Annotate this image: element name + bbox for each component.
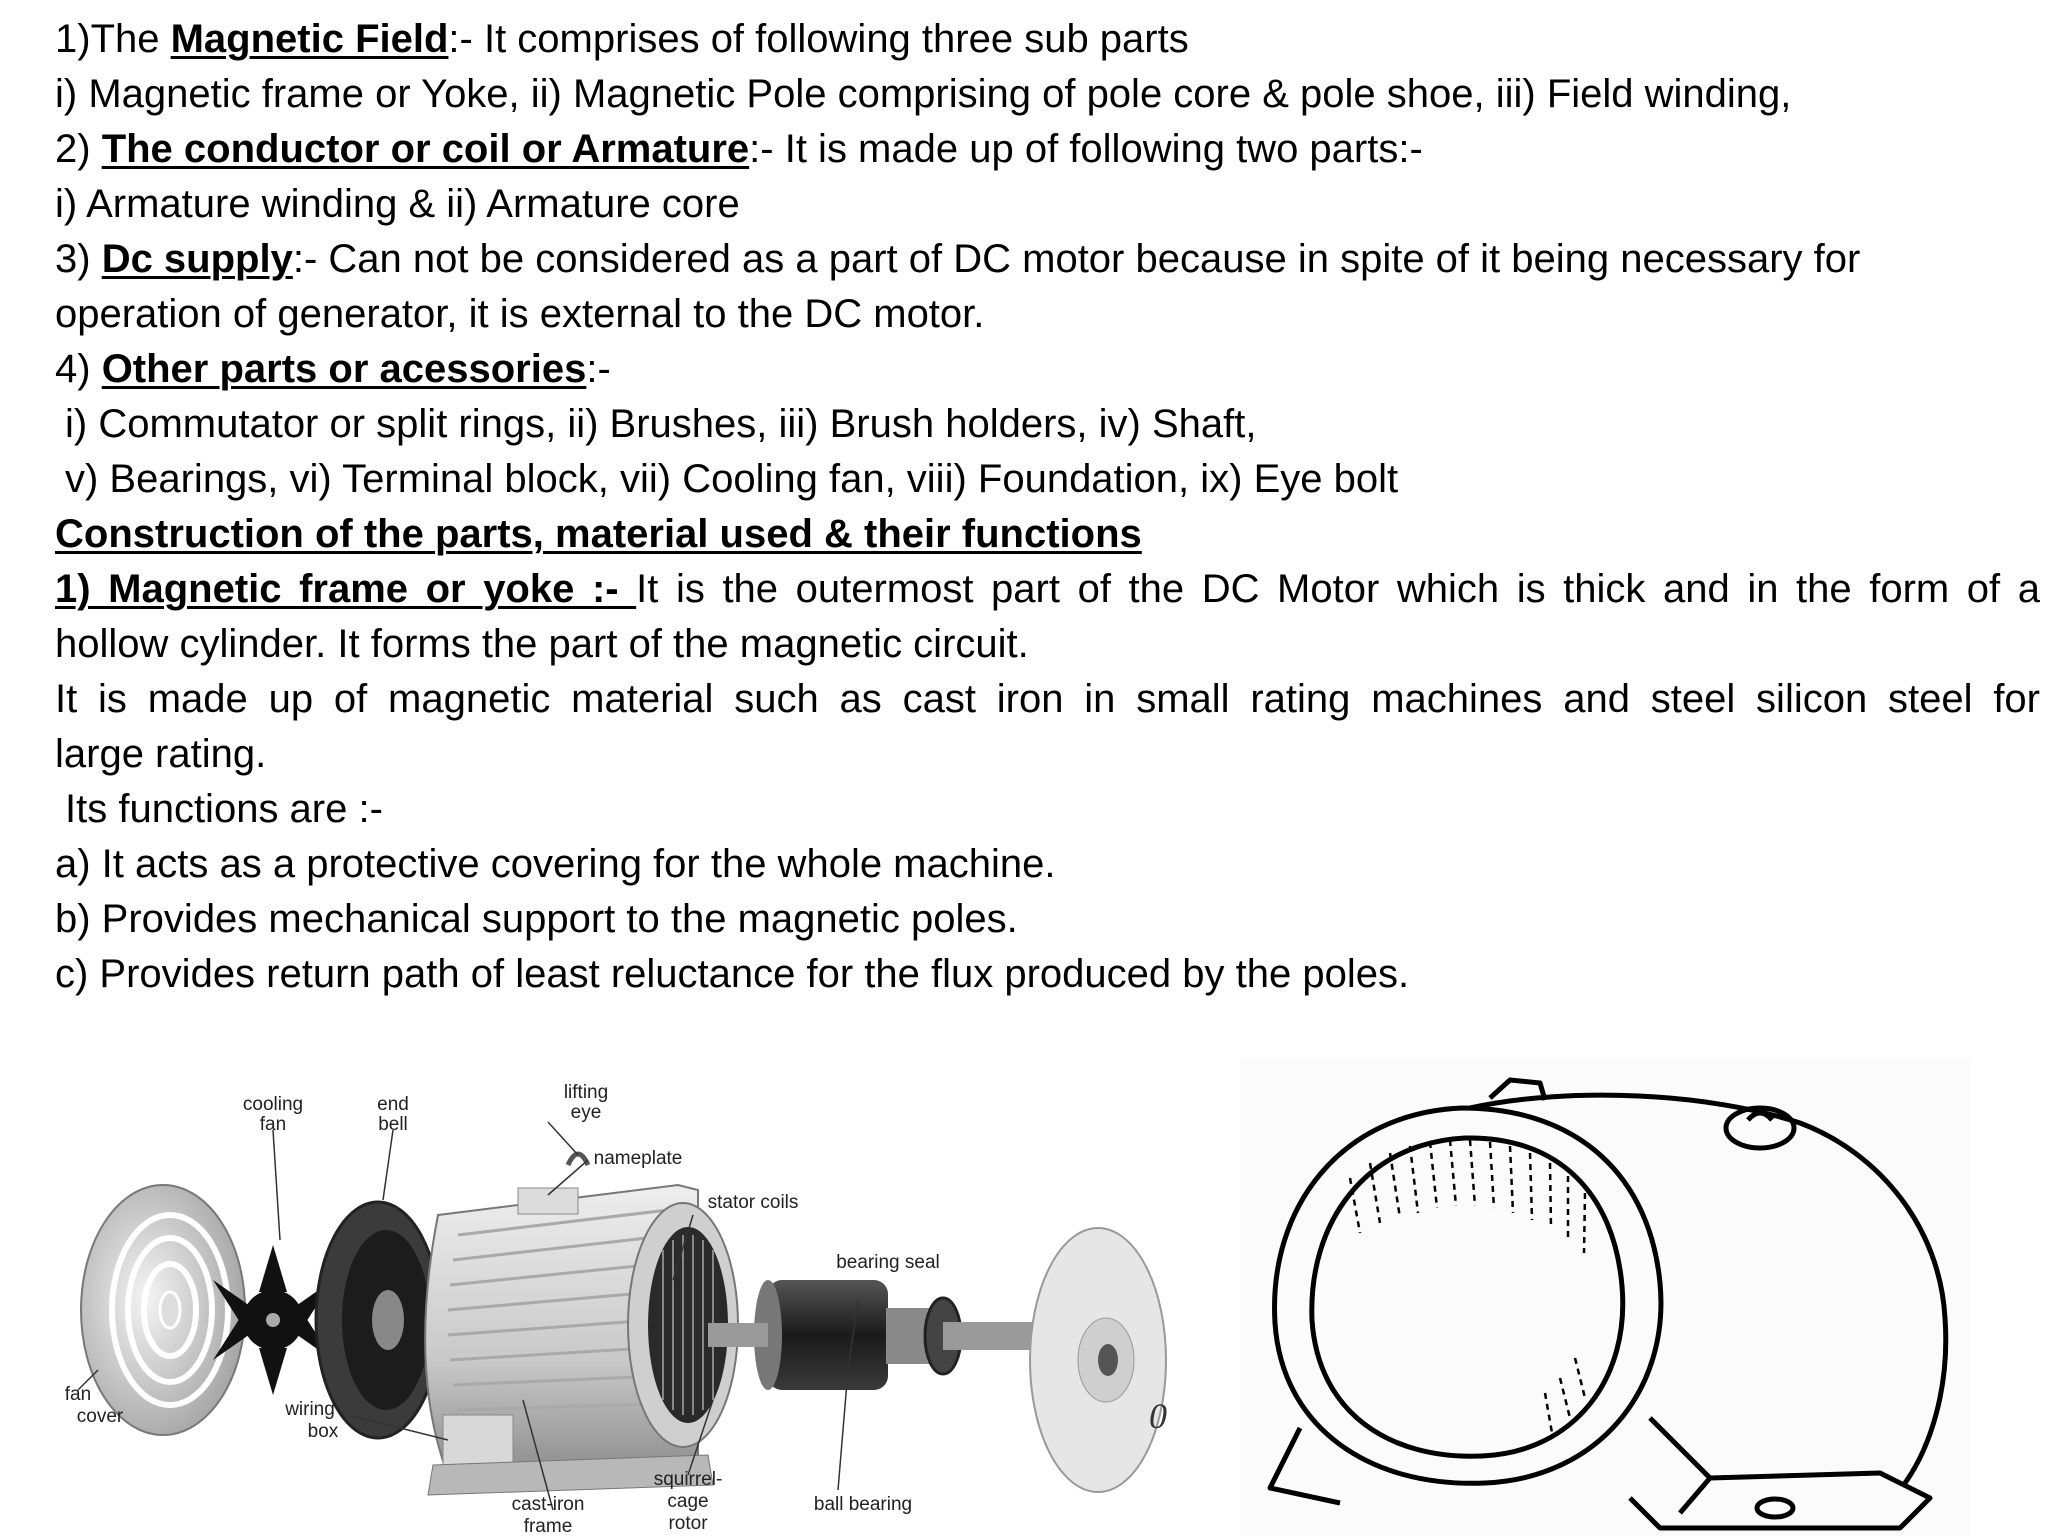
label-lifting-eye-2: eye: [570, 1102, 602, 1123]
label-cooling-fan: cooling: [242, 1094, 304, 1115]
label-squirrel-cage-rotor: squirrel-: [653, 1469, 723, 1490]
line-dc-supply-cont: operation of generator, it is external to the DC motor.: [55, 292, 985, 336]
heading-yoke: 1) Magnetic frame or yoke :-: [55, 567, 637, 611]
line-magnetic-field: [55, 12, 2040, 67]
text: :-: [586, 347, 611, 391]
heading-construction: Construction of the parts, material used & their functions: [55, 512, 1142, 556]
label-cast-iron-frame-2: frame: [523, 1516, 573, 1535]
paragraph-yoke: [55, 562, 2040, 617]
motor-frame-part: [425, 1154, 738, 1495]
label-cooling-fan-2: fan: [259, 1114, 287, 1135]
label-fan-cover-2: cover: [76, 1406, 124, 1427]
text: 2): [55, 127, 102, 171]
label-nameplate: nameplate: [593, 1148, 683, 1169]
text: 3): [55, 237, 102, 281]
end-plate-part: [1030, 1228, 1166, 1492]
text: :- It is made up of following two parts:-: [749, 127, 1423, 171]
yoke-drawing: [1240, 1058, 1970, 1536]
text: 1)The: [55, 17, 171, 61]
label-end-bell-2: bell: [378, 1114, 408, 1135]
line-yoke-material-cont: large rating.: [55, 732, 267, 776]
label-wiring-box-2: box: [307, 1421, 339, 1442]
text: :- It comprises of following three sub parts: [448, 17, 1189, 61]
label-fan-cover: fan: [64, 1384, 92, 1405]
exploded-motor-figure: [48, 1070, 1208, 1535]
fan-cover-part: [81, 1185, 245, 1435]
label-zero: 0: [1149, 1396, 1167, 1436]
line-function-b: b) Provides mechanical support to the magnetic poles.: [55, 897, 1018, 941]
line-armature-parts: i) Armature winding & ii) Armature core: [55, 182, 740, 226]
line-accessories-1: i) Commutator or split rings, ii) Brushes, iii) Brush holders, iv) Shaft,: [65, 402, 1257, 446]
text: 4): [55, 347, 102, 391]
label-end-bell: end: [377, 1094, 409, 1115]
line-yoke-material: It is made up of magnetic material such as cast iron in small rating machines and steel silicon steel for: [55, 677, 2040, 721]
line-accessories-2: v) Bearings, vi) Terminal block, vii) Cooling fan, viii) Foundation, ix) Eye bolt: [65, 457, 1399, 501]
heading-dc-supply: Dc supply: [101, 237, 293, 281]
label-squirrel-cage-rotor-2: cage: [667, 1491, 709, 1512]
line-armature: [55, 122, 2040, 177]
heading-armature: The conductor or coil or Armature: [101, 127, 750, 171]
document-text: [55, 12, 2040, 1002]
line-field-subparts: i) Magnetic frame or Yoke, ii) Magnetic Pole comprising of pole core & pole shoe, iii) Field winding,: [55, 72, 1792, 116]
line-function-c: c) Provides return path of least reluctance for the flux produced by the poles.: [55, 952, 1410, 996]
rotor-part: [708, 1280, 1053, 1390]
heading-magnetic-field: Magnetic Field: [170, 17, 449, 61]
line-function-a: a) It acts as a protective covering for the whole machine.: [55, 842, 1056, 886]
line-dc-supply: [55, 232, 2040, 287]
line-other-parts: [55, 342, 2040, 397]
label-stator-coils: stator coils: [707, 1192, 799, 1213]
label-bearing-seal: bearing seal: [836, 1252, 940, 1273]
label-cast-iron-frame: cast-iron: [511, 1494, 585, 1515]
label-lifting-eye: lifting: [563, 1082, 609, 1103]
label-ball-bearing: ball bearing: [813, 1494, 913, 1515]
line-yoke-2: hollow cylinder. It forms the part of the magnetic circuit.: [55, 622, 1029, 666]
line-functions-heading: Its functions are :-: [65, 787, 383, 831]
label-wiring-box: wiring: [285, 1399, 335, 1420]
text: :- Can not be considered as a part of DC motor because in spite of it being necessary for: [292, 237, 1861, 281]
heading-other-parts: Other parts or acessories: [101, 347, 587, 391]
text: It is the outermost part of the DC Motor which is thick and in the form of a: [636, 567, 2040, 611]
label-squirrel-cage-rotor-3: rotor: [668, 1513, 708, 1534]
